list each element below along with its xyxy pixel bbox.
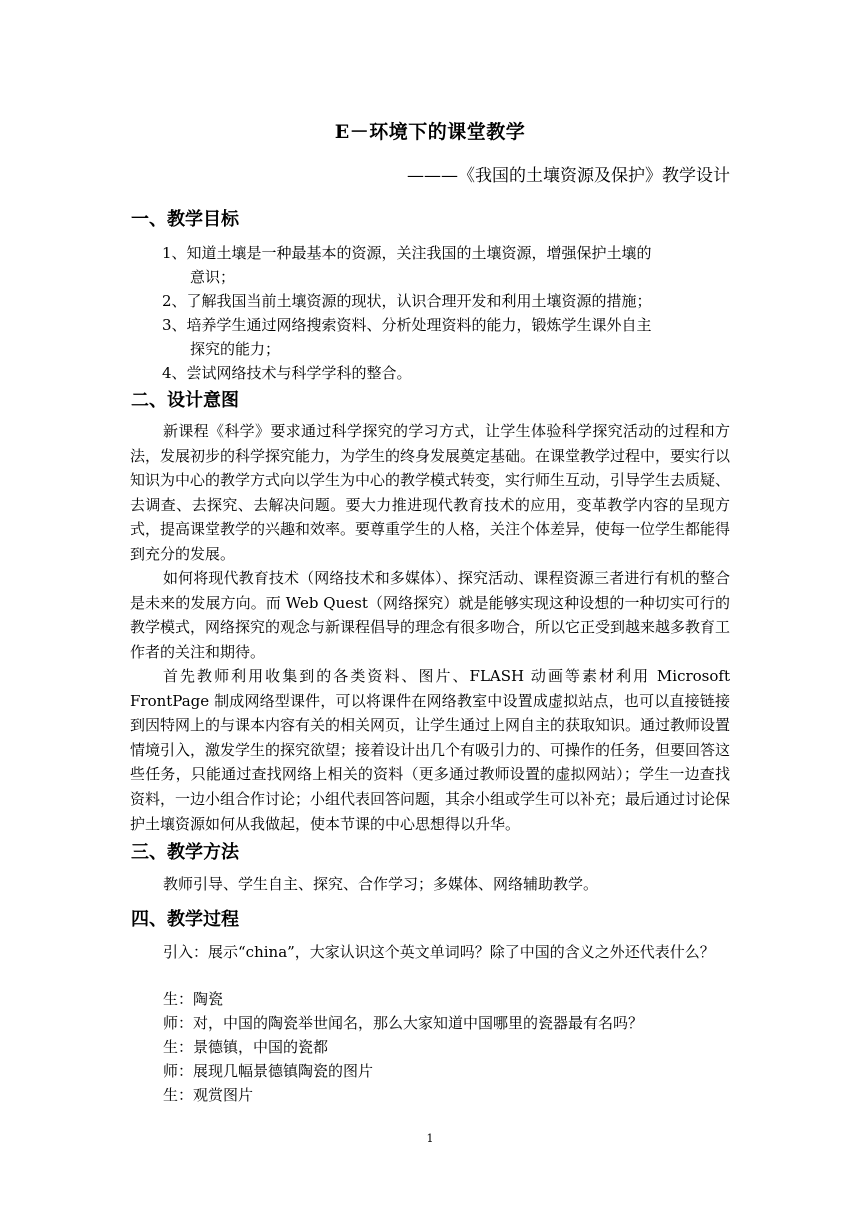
paragraph-design-1: 新课程《科学》要求通过科学探究的学习方式，让学生体验科学探究活动的过程和方法，发展初步的科学探究能力，为学生的终身发展奠定基础。在课堂教学过程中，要实行以知识为中心的教学方式向以学生为中心的教学模式转变，实行师生互动，引导学生去质疑、去调查、去探究、去解决问题。要大力推进现代教育技术的应用，变革教学内容的呈现方式，提高课堂教学的兴趣和效率。要尊重学生的人格，关注个体差异，使每一位学生都能得到充分的发展。 [130,422,731,563]
section-heading-design-intent: 二、设计意图 [131,390,239,411]
section-heading-methods: 三、教学方法 [131,842,239,863]
objective-number: 3、 [162,316,187,334]
dialog-line: 师：展现几幅景德镇陶瓷的图片 [163,1062,374,1080]
objective-number: 2、 [162,292,187,310]
methods-text: 教师引导、学生自主、探究、合作学习；多媒体、网络辅助教学。 [163,875,599,893]
section-heading-objectives: 一、教学目标 [131,209,239,230]
objective-text: 了解我国当前土壤资源的现状，认识合理开发和利用土壤资源的措施； [186,292,652,310]
section-heading-process: 四、教学过程 [131,909,239,930]
process-intro: 引入：展示“china”，大家认识这个英文单词吗？除了中国的含义之外还代表什么？ [163,943,715,961]
objective-item-4 [162,361,732,385]
paragraph-design-2: 如何将现代教育技术（网络技术和多媒体）、探究活动、课程资源三者进行有机的整合是未来的发展方向。而 Web Quest（网络探究）就是能够实现这种设想的一种切实可行的教学模式，网络探究的观念与新课程倡导的理念有很多吻合，所以它正受到越来越多教育工作者的关注和期待。 [130,569,731,661]
objective-text: 知道土壤是一种最基本的资源，关注我国的土壤资源，增强保护土壤的 [186,244,652,262]
objective-text: 培养学生通过网络搜索资料、分析处理资料的能力，锻炼学生课外自主 [186,316,652,334]
objective-number: 1、 [162,244,187,262]
objective-item-1 [162,241,732,289]
dialog-line: 生：观赏图片 [163,1086,254,1104]
objective-text-continued: 探究的能力； [190,340,281,358]
objective-number: 4、 [162,364,187,382]
dialog-line: 生：陶瓷 [163,990,224,1008]
document-subtitle: ———《我国的土壤资源及保护》教学设计 [407,166,730,186]
objective-text: 尝试网络技术与科学学科的整合。 [186,364,412,382]
paragraph-design-3: 首先教师利用收集到的各类资料、图片、FLASH 动画等素材利用 Microsoft FrontPage 制成网络型课件，可以将课件在网络教室中设置成虚拟站点，也可以直接链接到因特网上的与课本内容有关的相关网页，让学生通过上网自主的获取知识。通过教师设置情境引入，激发学生的探究欲望；接着设计出几个有吸引力的、可操作的任务，但要回答这些任务，只能通过查找网络上相关的资料（更多通过教师设置的虚拟网站）；学生一边查找资料，一边小组合作讨论；小组代表回答问题，其余小组或学生可以补充；最后通过讨论保护土壤资源如何从我做起，使本节课的中心思想得以升华。 [130,667,731,833]
objective-item-2 [162,289,732,313]
dialog-line: 生：景德镇，中国的瓷都 [163,1038,329,1056]
page-number: 1 [426,1132,434,1145]
document-title: E－环境下的课堂教学 [334,121,526,143]
objective-text-continued: 意识； [190,268,236,286]
dialog-line: 师：对，中国的陶瓷举世闻名，那么大家知道中国哪里的瓷器最有名吗？ [163,1014,644,1032]
objective-item-3 [162,313,732,361]
